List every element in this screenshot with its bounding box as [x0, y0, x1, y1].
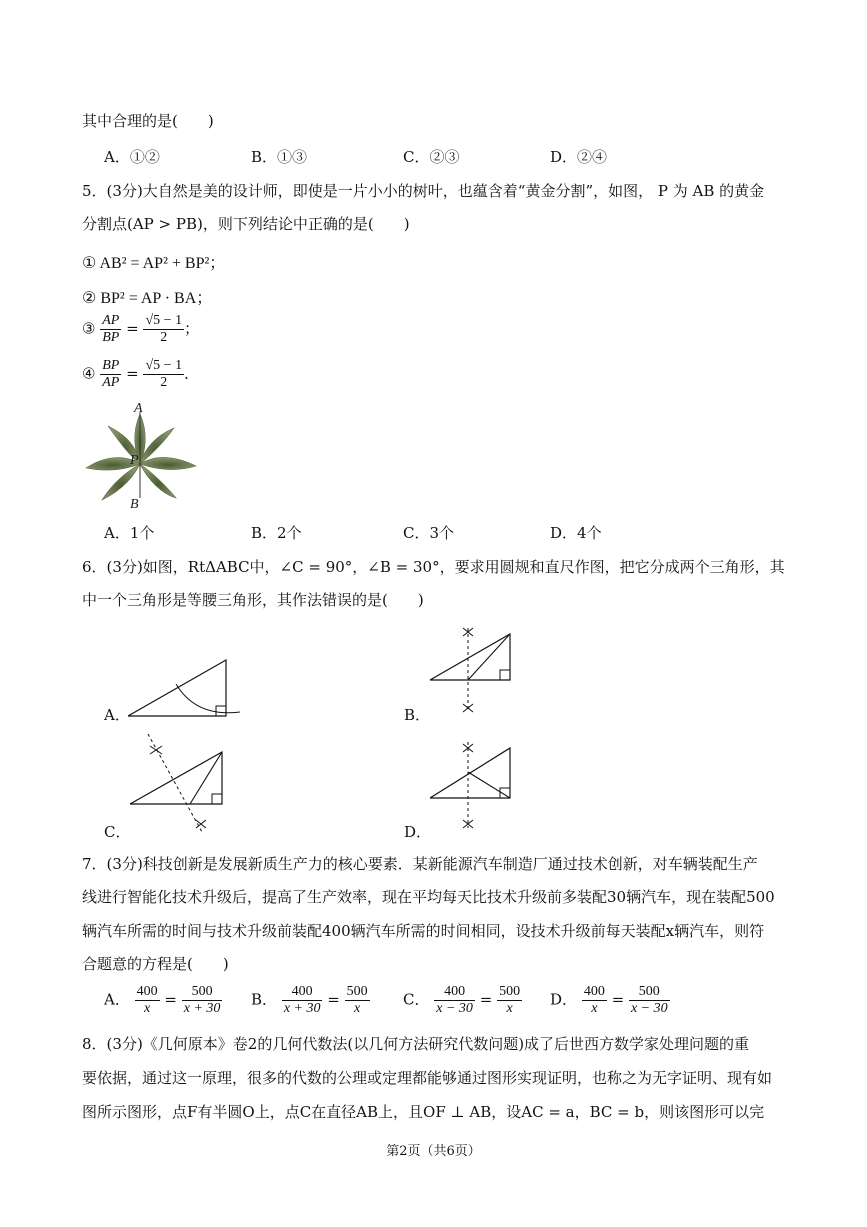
q4-option-c: C．②③ [403, 148, 460, 166]
q5-statement-1: ① AB² = AP² + BP²； [82, 255, 226, 272]
q4-option-a: A．①② [104, 148, 160, 166]
q7-option-b: B． $\frac{400}{x + 30}$ = $\frac{500}{x}$ [251, 984, 368, 1016]
leaf-label-b: B [130, 497, 139, 512]
q5-line-1: 5．(3分)大自然是美的设计师，即使是一片小小的树叶，也蕴含着“黄金分割”，如图， P 为 AB 的黄金 [82, 182, 765, 200]
q7-option-c: C． $\frac{400}{x - 30}$ = $\frac{500}{x}$ [403, 984, 521, 1016]
q8-line-3: 图所示图形，点F有半圆O上，点C在直径AB上，且OF ⊥ AB，设AC = a，BC = b，则该图形可以完 [82, 1103, 765, 1121]
q6-option-d-label: D． [404, 823, 432, 841]
q7-option-d: D． $\frac{400}{x}$ = $\frac{500}{x - 30}$ [550, 984, 668, 1016]
page-footer: 第2页（共6页） [386, 1144, 481, 1159]
q8-line-1: 8．(3分)《几何原本》卷2的几何代数法(以几何方法研究代数问题)成了后世西方数学家处理问题的重 [82, 1035, 750, 1053]
golden-ratio-leaf-image [84, 402, 200, 510]
leaf-label-a: A [134, 401, 143, 416]
q4-option-d: D．②④ [550, 148, 608, 166]
q6-figure-c [128, 732, 228, 836]
q4-option-b: B．①③ [251, 148, 308, 166]
leaf-label-p: P [130, 453, 139, 468]
q6-line-1: 6．(3分)如图，RtΔABC中，∠C = 90°，∠B = 30°，要求用圆规和直尺作图，把它分成两个三角形，其 [82, 558, 785, 576]
q5-option-a: A．1个 [104, 524, 155, 542]
q7-line-4: 合题意的方程是( ) [82, 955, 229, 973]
q7-line-1: 7．(3分)科技创新是发展新质生产力的核心要素．某新能源汽车制造厂通过技术创新，对车辆装配生产 [82, 855, 758, 873]
q5-option-b: B．2个 [251, 524, 302, 542]
q5-line-2: 分割点(AP > PB)，则下列结论中正确的是( ) [82, 215, 410, 233]
q7-option-a: A． $\frac{400}{x}$ = $\frac{500}{x + 30}$ [104, 984, 221, 1016]
q5-option-d: D．4个 [550, 524, 602, 542]
q8-line-2: 要依据，通过这一原理，很多的代数的公理或定理都能够通过图形实现证明，也称之为无字证明、现有如 [82, 1069, 773, 1087]
q5-statement-2: ② BP² = AP · BA； [82, 290, 213, 307]
q6-figure-b [428, 626, 516, 716]
q6-figure-d [428, 740, 516, 830]
q7-line-2: 线进行智能化技术升级后，提高了生产效率，现在平均每天比技术升级前多装配30辆汽车，现在装配500 [82, 888, 775, 906]
q6-line-2: 中一个三角形是等腰三角形，其作法错误的是( ) [82, 591, 424, 609]
q6-option-c-label: C． [104, 823, 131, 841]
q6-figure-a [128, 656, 244, 720]
q5-statement-4: ④ $\frac{BP}{AP}$ = $\frac{√5 - 1}{2}$ ． [82, 358, 200, 390]
q6-option-b-label: B． [404, 706, 431, 724]
q6-option-a-label: A． [104, 706, 130, 724]
q5-option-c: C．3个 [403, 524, 455, 542]
q7-line-3: 辆汽车所需的时间与技术升级前装配400辆汽车所需的时间相同，设技术升级前每天装配x辆汽车，则符 [82, 922, 765, 940]
q4-tail-text: 其中合理的是( ) [82, 112, 214, 130]
q5-statement-3: ③ $\frac{AP}{BP}$ = $\frac{√5 - 1}{2}$ ； [82, 313, 200, 345]
